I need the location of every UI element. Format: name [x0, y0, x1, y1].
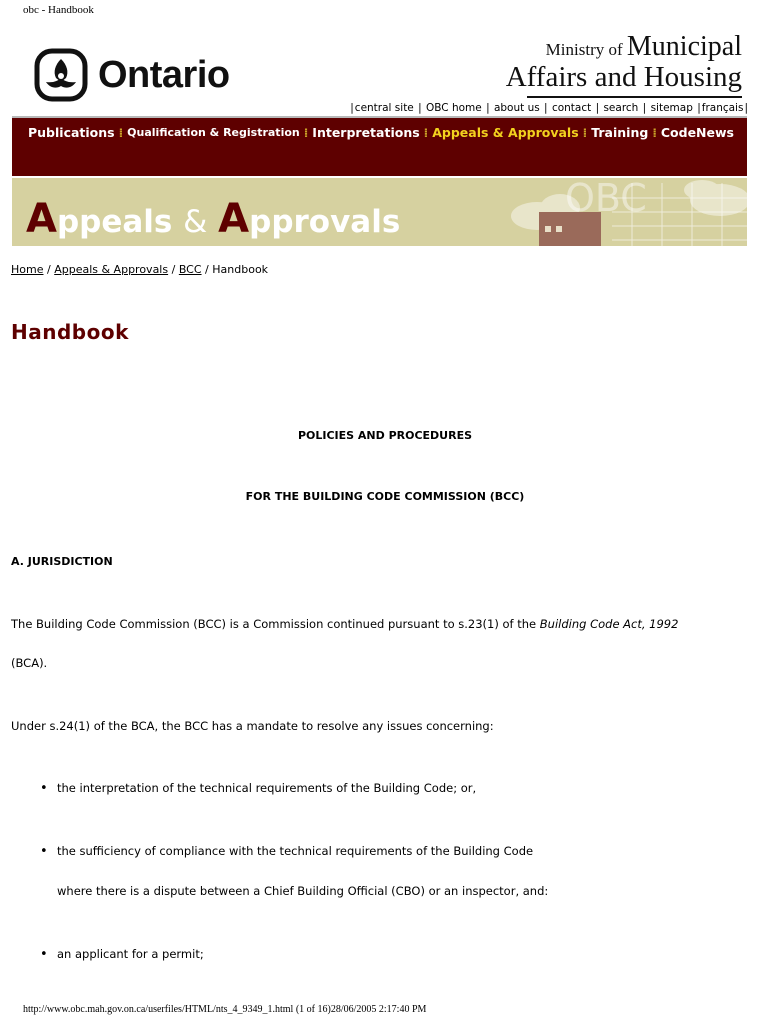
trillium-icon: [34, 48, 88, 102]
bullet-3-text: an applicant for a permit;: [57, 947, 204, 961]
bullet-2-continued: where there is a dispute between a Chief Building Official (CBO) or an inspector, and:: [57, 884, 549, 898]
section-banner: [12, 178, 747, 246]
ministry-line2: Affairs and Housing: [505, 61, 742, 93]
link-sitemap[interactable]: sitemap: [650, 102, 693, 114]
bullet-icon: •: [40, 947, 48, 962]
paragraph-1: [11, 617, 678, 631]
breadcrumb-sep: /: [46, 263, 51, 276]
nav-separator: ⁞: [582, 125, 588, 140]
top-links: |central site | OBC home | about us | contact | search | sitemap |français|: [350, 102, 748, 114]
paragraph-1-end: (BCA).: [11, 656, 48, 670]
link-central-site[interactable]: central site: [354, 102, 414, 114]
breadcrumb-appeals[interactable]: Appeals & Approvals: [54, 263, 169, 276]
nav-training[interactable]: Training: [591, 125, 649, 140]
nav-publications[interactable]: Publications: [28, 125, 115, 140]
section-a-heading: A. JURISDICTION: [11, 555, 113, 568]
breadcrumb: [11, 263, 268, 276]
bullet-icon: •: [40, 844, 48, 859]
banner-cap-2: A: [218, 196, 250, 242]
banner-cap-1: A: [26, 196, 57, 242]
ministry-main: Municipal: [626, 31, 742, 62]
link-about-us[interactable]: about us: [493, 102, 540, 114]
ministry-prefix: Ministry of: [545, 40, 623, 59]
banner-watermark: OBC: [565, 178, 647, 220]
banner-word-1: ppeals: [56, 204, 173, 240]
ministry-rule: [527, 96, 742, 98]
bcc-heading: FOR THE BUILDING CODE COMMISSION (BCC): [245, 490, 525, 503]
link-francais[interactable]: français: [701, 102, 744, 114]
bullet-2-text: the sufficiency of compliance with the technical requirements of the Building Code: [57, 844, 534, 858]
breadcrumb-home[interactable]: Home: [11, 263, 44, 276]
policies-heading: POLICIES AND PROCEDURES: [297, 429, 473, 442]
page-title: Handbook: [11, 320, 129, 344]
banner-word-2: pprovals: [249, 204, 401, 240]
paragraph-2: Under s.24(1) of the BCA, the BCC has a mandate to resolve any issues concerning:: [11, 719, 494, 733]
list-item: [40, 947, 204, 962]
nav-separator: ⁞: [652, 125, 657, 140]
ministry-title: [506, 33, 742, 98]
nav-appeals-approvals[interactable]: Appeals & Approvals: [432, 125, 579, 140]
link-search[interactable]: search: [603, 102, 639, 114]
link-contact[interactable]: contact: [551, 102, 592, 114]
bullet-icon: •: [40, 781, 48, 796]
nav-interpretations[interactable]: Interpretations: [312, 125, 420, 140]
breadcrumb-current: Handbook: [212, 263, 269, 276]
nav-separator: ⁞: [423, 125, 429, 140]
nav-separator: ⁞: [303, 125, 309, 140]
nav-codenews[interactable]: CodeNews: [660, 125, 734, 140]
print-footer: http://www.obc.mah.gov.on.ca/userfiles/HTML/nts_4_9349_1.html (1 of 16)28/06/2005 2:17:40 PM: [23, 1004, 427, 1015]
paragraph-1-text: The Building Code Commission (BCC) is a Commission continued pursuant to s.23(1) of the: [11, 617, 540, 631]
breadcrumb-bcc[interactable]: BCC: [178, 263, 202, 276]
banner-ampersand: &: [183, 204, 208, 240]
nav-qualification[interactable]: Qualification & Registration: [127, 126, 300, 139]
bullet-1-text: the interpretation of the technical requirements of the Building Code; or,: [57, 781, 477, 795]
ontario-logo[interactable]: [34, 48, 230, 102]
breadcrumb-sep: /: [205, 263, 209, 276]
main-nav: [12, 116, 747, 176]
act-name: Building Code Act, 1992: [539, 617, 679, 631]
list-item: [40, 781, 476, 796]
ontario-wordmark: Ontario: [98, 53, 230, 96]
banner-title: [26, 196, 400, 242]
link-obc-home[interactable]: OBC home: [426, 102, 482, 114]
list-item: [40, 844, 533, 859]
nav-separator: ⁞: [118, 125, 124, 140]
print-header: obc - Handbook: [23, 4, 94, 16]
breadcrumb-sep: /: [171, 263, 176, 276]
